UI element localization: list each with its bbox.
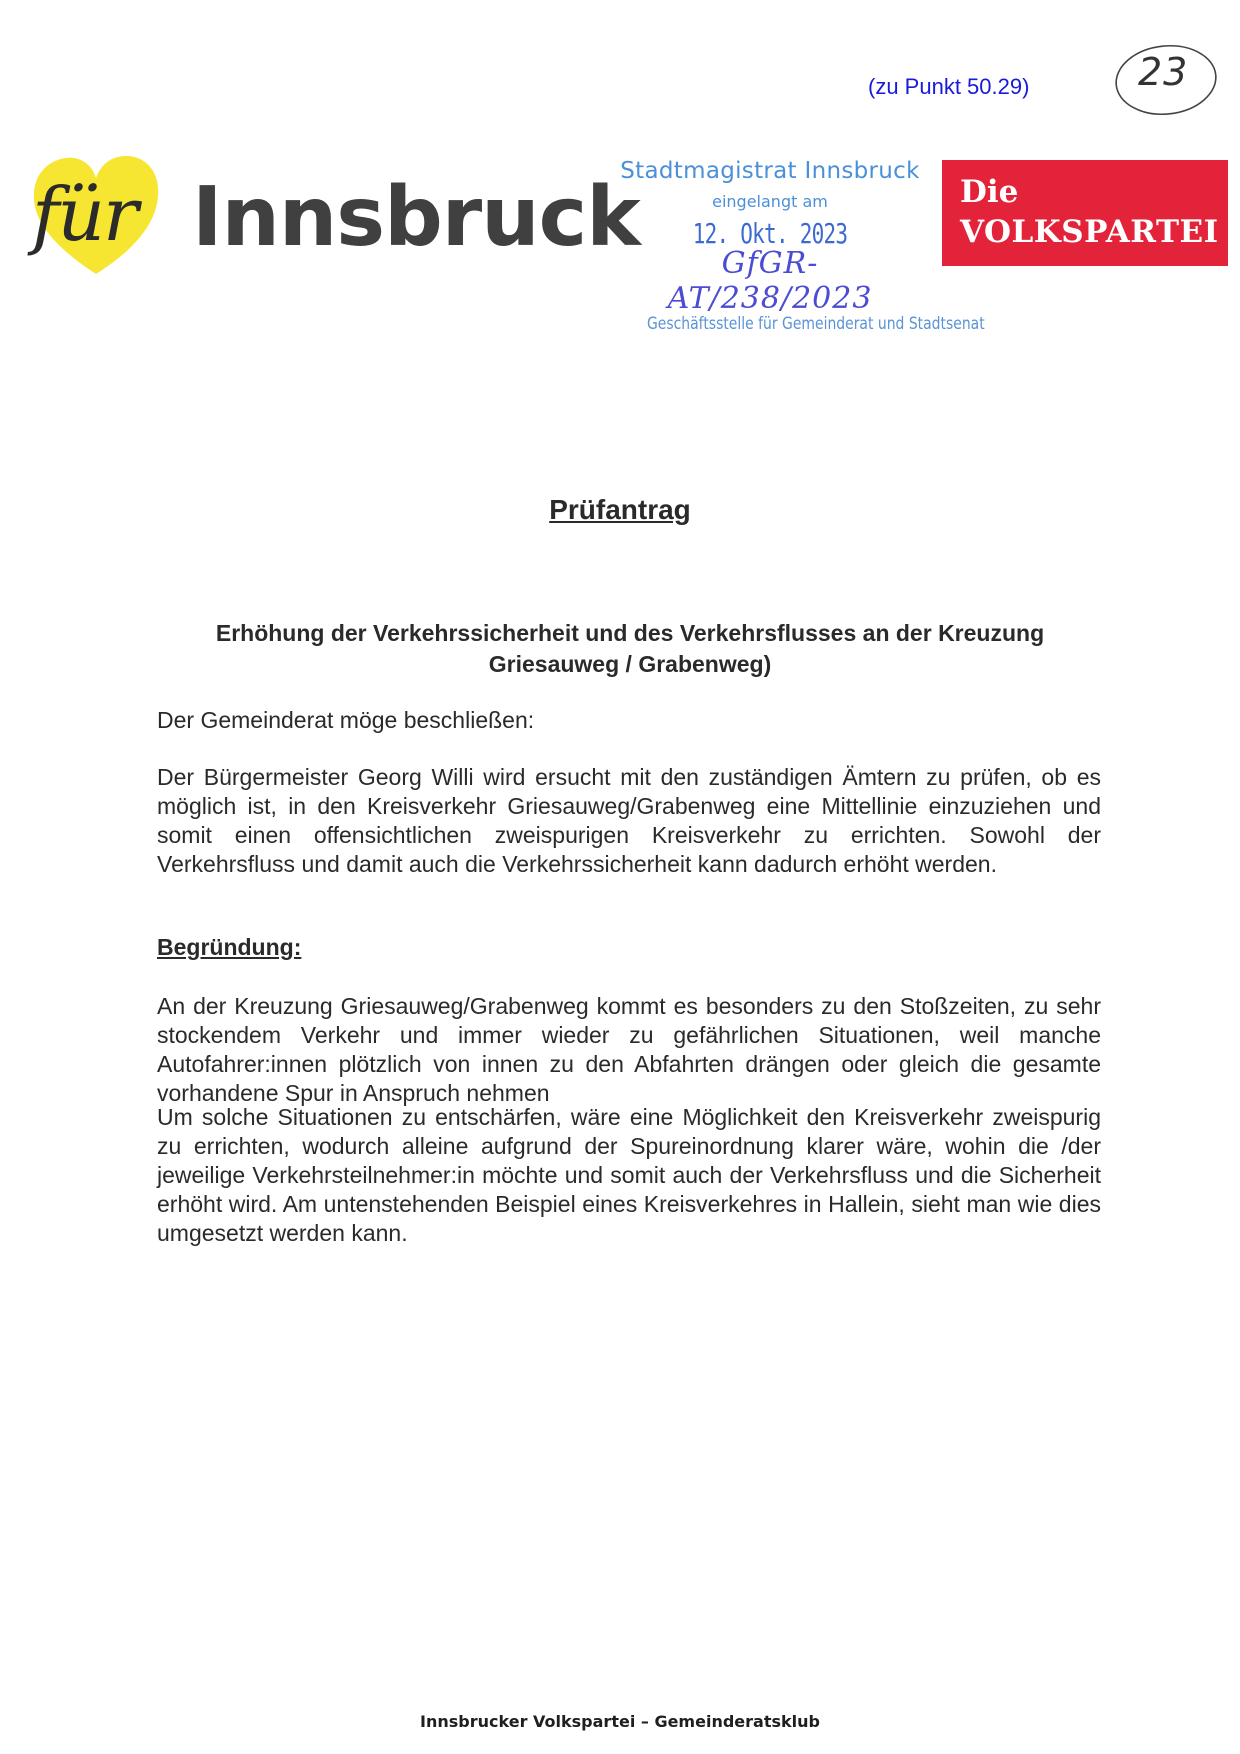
stamp-date: 12. Okt. 2023 (692, 217, 848, 250)
agenda-reference: (zu Punkt 50.29) (868, 74, 1030, 99)
reason-paragraph-1: An der Kreuzung Griesauweg/Grabenweg kommt es besonders zu den Stoßzeiten, zu sehr stockendem Verkehr und immer wieder zu gefährlichen Situationen, weil manche Autofahrer:innen plötzlich von innen zu den Abfahrten drängen oder gleich die gesamte vorhandene Spur in Anspruch nehmen (157, 993, 1101, 1106)
logo-innsbruck-text: Innsbruck (192, 170, 640, 265)
reason-paragraph-2: Um solche Situationen zu entschärfen, wäre eine Möglichkeit den Kreisverkehr zweispurig zu errichten, wodurch alleine aufgrund der Spureinordnung klarer wäre, wohin die /der jeweilige Verkehrsteilnehmer:in möchte und somit auch der Verkehrsfluss und die Sicherheit erhöht wird. Am untenstehenden Beispiel eines Kreisverkehres in Hallein, sieht man wie dies umgesetzt werden kann. (157, 1104, 1101, 1246)
received-stamp (620, 158, 985, 334)
intro-paragraph: Der Gemeinderat möge beschließen: (157, 707, 535, 733)
page-footer: Innsbrucker Volkspartei – Gemeinderatsklub (420, 1712, 820, 1731)
party-logo-name: VOLKSPARTEI (960, 214, 1219, 250)
stamp-department: Geschäftsstelle für Gemeinderat und Stadtsenat (647, 314, 985, 334)
party-logo-die: Die (960, 174, 1019, 210)
request-paragraph: Der Bürgermeister Georg Willi wird ersucht mit den zuständigen Ämtern zu prüfen, ob es möglich ist, in den Kreisverkehr Griesauweg/Grabenweg eine Mittellinie einzuziehen und somit einen offensichtlichen zweispurigen Kreisverkehr zu errichten. Sowohl der Verkehrsfluss und damit auch die Verkehrssicherheit kann dadurch erhöht werden. (157, 764, 1101, 877)
stamp-office: Stadtmagistrat Innsbruck (620, 158, 920, 184)
stamp-received-label: eingelangt am (712, 192, 828, 211)
stamp-reference: GfGR-AT/238/2023 (667, 246, 873, 316)
document-subject: Erhöhung der Verkehrssicherheit und des Verkehrsflusses an der Kreuzung Griesauweg / Grabenweg) (215, 620, 1045, 677)
volkspartei-logo (942, 160, 1228, 266)
reason-heading: Begründung: (157, 934, 302, 960)
document-title: Prüfantrag (549, 494, 691, 525)
logo-fuer-text: für (32, 172, 137, 258)
page-number: 23 (1138, 50, 1189, 94)
